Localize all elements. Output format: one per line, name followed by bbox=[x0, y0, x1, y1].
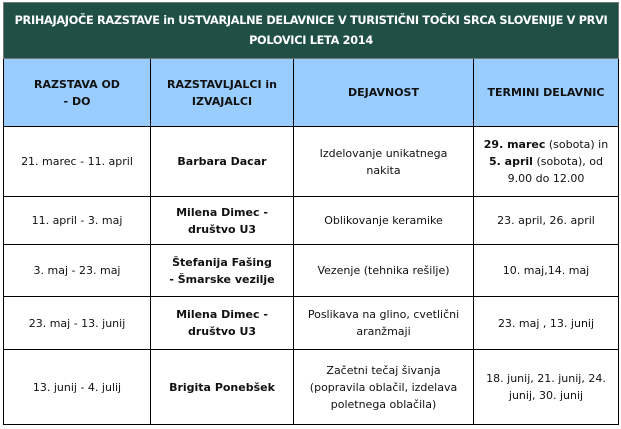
dejavnost-cell: Oblikovanje keramike bbox=[294, 197, 474, 245]
razstava-cell: 3. maj - 23. maj bbox=[4, 245, 151, 297]
termini-text: (sobota), od 9.00 do 12.00 bbox=[507, 155, 603, 185]
dejavnost-cell: Poslikava na glino, cvetlični aranžmaji bbox=[294, 297, 474, 350]
table-row bbox=[4, 127, 619, 197]
izvajalci-cell: Barbara Dacar bbox=[151, 127, 294, 197]
termini-text: 29. marec bbox=[483, 138, 546, 151]
header-row bbox=[4, 59, 619, 127]
razstava-cell: 13. junij - 4. julij bbox=[4, 350, 151, 425]
termini-text: 23. maj , 13. junij bbox=[497, 316, 595, 330]
header-termini: TERMINI DELAVNIC bbox=[474, 59, 619, 127]
termini-text: 5. april bbox=[489, 155, 533, 168]
razstava-cell: 23. maj - 13. junij bbox=[4, 297, 151, 350]
termini-cell bbox=[474, 350, 619, 425]
termini-text: 18. junij, 21. junij, 24. junij, 30. junij bbox=[486, 372, 606, 402]
table-row bbox=[4, 297, 619, 350]
izvajalci-cell: Milena Dimec - društvo U3 bbox=[151, 197, 294, 245]
termini-text: 23. april, 26. april bbox=[497, 214, 595, 227]
table-row bbox=[4, 245, 619, 297]
header-dejavnost: DEJAVNOST bbox=[294, 59, 474, 127]
table-title: PRIHAJAJOČE RAZSTAVE in USTVARJALNE DELAVNICE V TURISTIČNI TOČKI SRCA SLOVENIJE V PRVI POLOVICI LETA 2014 bbox=[4, 3, 619, 59]
termini-cell bbox=[474, 197, 619, 245]
dejavnost-cell: Vezenje (tehnika rešilje) bbox=[294, 245, 474, 297]
izvajalci-cell: Štefanija Fašing - Šmarske vezilje bbox=[151, 245, 294, 297]
table-row bbox=[4, 197, 619, 245]
header-razstava: RAZSTAVA OD - DO bbox=[4, 59, 151, 127]
razstava-cell: 21. marec - 11. april bbox=[4, 127, 151, 197]
exhibitions-table bbox=[3, 2, 619, 425]
termini-cell bbox=[474, 127, 619, 197]
razstava-cell: 11. april - 3. maj bbox=[4, 197, 151, 245]
header-izvajalci: RAZSTAVLJALCI in IZVAJALCI bbox=[151, 59, 294, 127]
termini-cell bbox=[474, 297, 619, 350]
termini-cell bbox=[474, 245, 619, 297]
dejavnost-cell: Začetni tečaj šivanja (popravila oblačil, izdelava poletnega oblačila) bbox=[294, 350, 474, 425]
termini-text: 10. maj,14. maj bbox=[502, 264, 590, 277]
termini-text: (sobota) in bbox=[545, 138, 609, 151]
dejavnost-cell: Izdelovanje unikatnega nakita bbox=[294, 127, 474, 197]
izvajalci-cell: Brigita Ponebšek bbox=[151, 350, 294, 425]
table-row bbox=[4, 350, 619, 425]
izvajalci-cell: Milena Dimec - društvo U3 bbox=[151, 297, 294, 350]
